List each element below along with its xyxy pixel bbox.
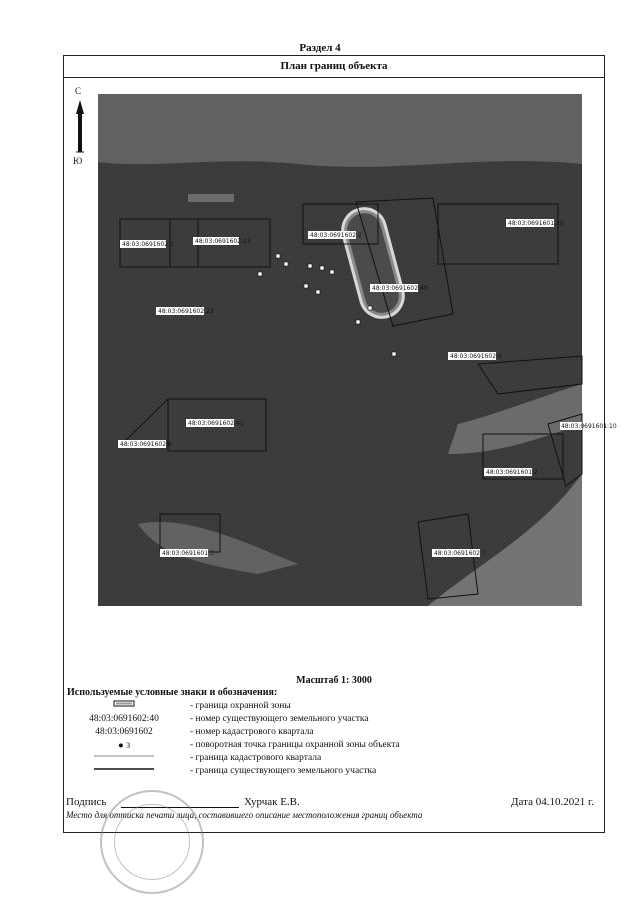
map-label <box>432 549 486 557</box>
seal-stamp <box>100 790 204 894</box>
north-label: С <box>75 86 82 96</box>
map-label <box>193 237 251 245</box>
svg-text:48:03:0691601:3: 48:03:0691601:3 <box>162 550 214 557</box>
svg-text:48:03:0691602:6: 48:03:0691602:6 <box>450 353 502 360</box>
svg-text:48:03:0691602:22: 48:03:0691602:22 <box>158 308 214 315</box>
svg-text:48:03:0691601:2: 48:03:0691601:2 <box>486 469 538 476</box>
map-label <box>248 154 296 162</box>
svg-text:48:03:0691601:10: 48:03:0691601:10 <box>561 423 617 430</box>
legend-point-symbol: ● 3 <box>117 741 131 751</box>
legend-parcel-line <box>74 765 174 778</box>
map-label <box>120 240 174 248</box>
svg-text:48:03:0691602:9: 48:03:0691602:9 <box>120 441 172 448</box>
svg-text:48:03:0691602:41: 48:03:0691602:41 <box>188 420 244 427</box>
svg-text:48:03:0691602:7: 48:03:0691602:7 <box>434 550 486 557</box>
map-label <box>448 352 502 360</box>
legend-zone-symbol <box>74 700 174 713</box>
stamp-caption: Место для оттиска печати лица, составившего описание местоположения границ объекта <box>66 810 423 820</box>
signature-label: Подпись <box>66 796 107 808</box>
map-label <box>484 468 538 476</box>
south-label: Ю <box>73 156 83 166</box>
map-label <box>370 284 428 292</box>
map-label <box>186 419 244 427</box>
signer-name: Хурчак Е.В. <box>244 796 300 808</box>
svg-text:48:03:0691602:2: 48:03:0691602:2 <box>310 232 362 239</box>
svg-text:48:03:0691602:13: 48:03:0691602:13 <box>195 238 251 245</box>
map-label <box>188 194 242 202</box>
svg-text:48:03:0691601:25: 48:03:0691601:25 <box>508 220 564 227</box>
map-label <box>156 307 214 315</box>
plan-title: План границ объекта <box>64 56 604 78</box>
legend-title: Используемые условные знаки и обозначения: <box>67 687 278 698</box>
map-label <box>160 549 214 557</box>
map-label <box>308 231 362 239</box>
signature-date: Дата 04.10.2021 г. <box>511 796 594 808</box>
north-arrow-icon <box>70 96 90 156</box>
map-label <box>118 440 172 448</box>
section-title: Раздел 4 <box>299 42 341 54</box>
map-canvas <box>98 94 617 606</box>
map-label <box>506 219 564 227</box>
compass <box>70 86 90 166</box>
svg-text:48:03:0691602:40: 48:03:0691602:40 <box>372 285 428 292</box>
scale-label: Масштаб 1: 3000 <box>296 675 372 686</box>
map-label <box>560 422 617 430</box>
svg-text:48:03:0691602:1: 48:03:0691602:1 <box>122 241 174 248</box>
satellite-map[interactable] <box>98 94 617 606</box>
document-frame: План границ объекта С Ю 48:03:0691602:1 48:03:0691602:13 48:03:0691602:2 48:03:0691602:40 48:03:0691601:25 48:03:0691602:22 48:03:0691602:6 48:03:0691602:41 48:03:0691602:9 48:03:0691601:10 48:03:0691601:2 48:03:0691601:3 48:03:0691602:7 Масштаб 1: 3000 Используемые условные знаки и обозначения: - граница охранной зоны 48:03:0691602:40 - номер существующего земельного участка 48:03:0691602 - номер кадастрового квартала ● 3 - поворотная точка границы охранной зоны объекта - граница кадастрового квартала - граница существующего земельного участка Подпись Хурчак Е.В. Дата 04.10.2021 г. Место для оттиска печати лица, составившего описание местоположения границ объекта <box>63 55 605 833</box>
legend-quarter-line <box>74 752 174 765</box>
